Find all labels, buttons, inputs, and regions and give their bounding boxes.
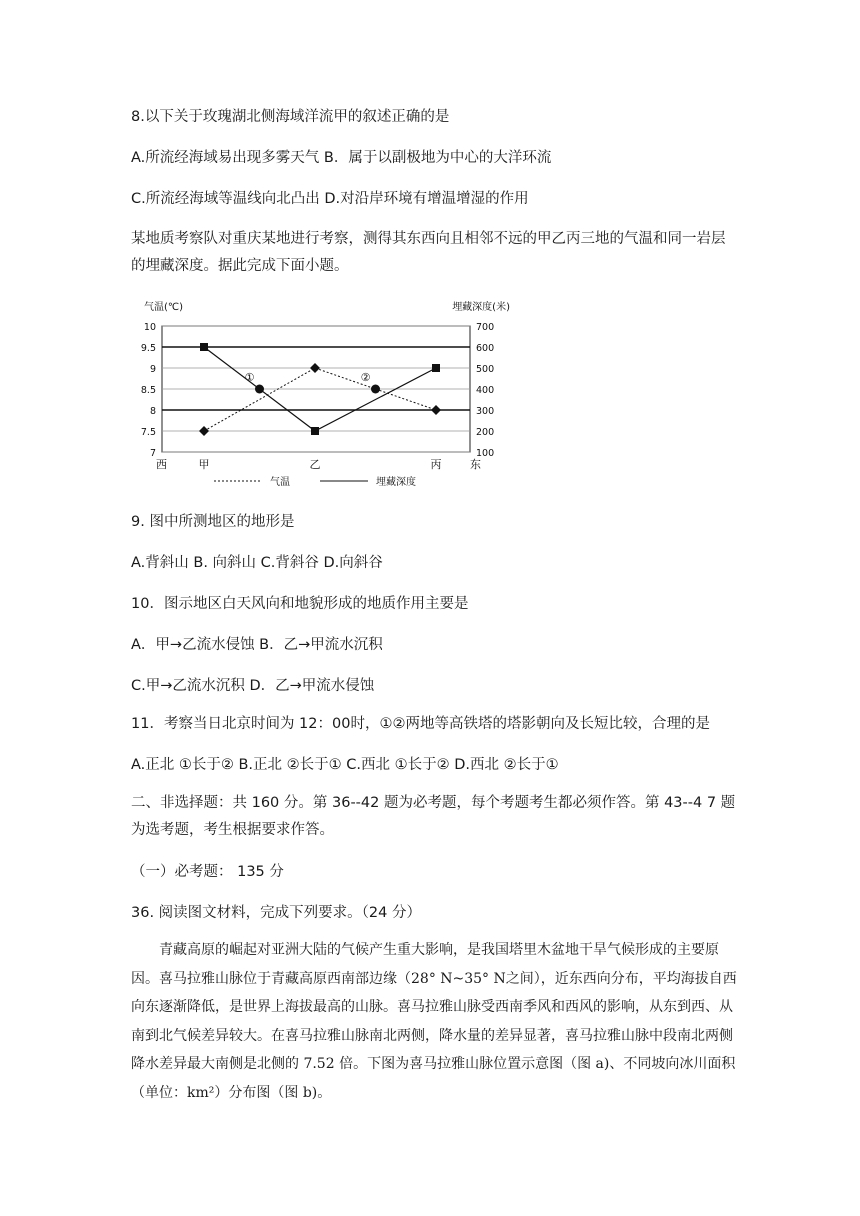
q10-stem: 10．图示地区白天风向和地貌形成的地质作用主要是 xyxy=(131,596,469,612)
y-right-tick-label: 400 xyxy=(476,385,495,396)
temperature-point xyxy=(431,405,441,415)
y-right-label: 埋藏深度(米) xyxy=(452,302,510,313)
q8-options-ab: A.所流经海域易出现多雾天气 B．属于以副极地为中心的大洋环流 xyxy=(131,150,552,166)
y-left-tick-label: 10 xyxy=(143,322,156,333)
x-category-label: 丙 xyxy=(430,458,442,471)
series-line-temperature xyxy=(204,368,436,431)
legend-label: 气温 xyxy=(270,477,290,488)
marked-point xyxy=(371,385,380,394)
temperature-depth-chart xyxy=(140,296,520,488)
y-left-tick-label: 7 xyxy=(149,448,156,459)
depth-point xyxy=(311,427,319,435)
q8-options-cd: C.所流经海域等温线向北凸出 D.对沿岸环境有增温增湿的作用 xyxy=(131,191,529,207)
temperature-point xyxy=(310,363,320,373)
y-right-tick-label: 100 xyxy=(476,448,495,459)
legend-label: 埋藏深度 xyxy=(376,477,416,488)
y-right-tick-label: 300 xyxy=(476,406,495,417)
point-label: ① xyxy=(244,371,255,384)
q9-options: A.背斜山 B. 向斜山 C.背斜谷 D.向斜谷 xyxy=(131,555,383,571)
q11-stem: 11．考察当日北京时间为 12：00时，①②两地等高铁塔的塔影朝向及长短比较，合理的是 xyxy=(131,716,710,732)
temperature-point xyxy=(199,426,209,436)
y-left-tick-label: 8 xyxy=(149,406,156,417)
y-right-tick-label: 600 xyxy=(476,343,495,354)
intro-paragraph: 某地质考察队对重庆某地进行考察，测得其东西向且相邻不远的甲乙丙三地的气温和同一岩层的埋藏深度。据此完成下面小题。 xyxy=(131,231,726,274)
q10-options-ab: A．甲→乙流水侵蚀 B．乙→甲流水沉积 xyxy=(131,637,383,653)
y-left-label: 气温(℃) xyxy=(144,302,184,313)
point-label: ② xyxy=(360,371,371,384)
section2-part1: （一）必考题： 135 分 xyxy=(131,864,284,880)
q9-stem: 9. 图中所测地区的地形是 xyxy=(131,514,295,530)
section2-heading: 二、非选择题：共 160 分。第 36--42 题为必考题，每个考题考生都必须作答。第 43--4 7 题为选考题，考生根据要求作答。 xyxy=(131,795,736,838)
y-right-tick-label: 700 xyxy=(476,322,495,333)
q8-stem: 8.以下关于玫瑰湖北侧海域洋流甲的叙述正确的是 xyxy=(131,109,450,125)
y-right-tick-label: 500 xyxy=(476,364,495,375)
y-right-tick-label: 200 xyxy=(476,427,495,438)
x-label-west: 西 xyxy=(156,458,167,471)
depth-point xyxy=(432,364,440,372)
q36-material: 青藏高原的崛起对亚洲大陆的气候产生重大影响，是我国塔里木盆地干旱气候形成的主要原因。喜马拉雅山脉位于青藏高原西南部边缘（28° N~35° N之间），近东西向分布，平均海拔自西向东逐渐降低，是世界上海拔最高的山脉。喜马拉雅山脉受西南季风和西风的影响，从东到西、从南到北气候差异较大。在喜马拉雅山脉南北两侧，降水量的差异显著，喜马拉雅山脉中段南北两侧降水差异最大南侧是北侧的 7.52 倍。下图为喜马拉雅山脉位置示意图（图 a)、不同坡向冰川面积（单位：km²）分布图（图 b)。 xyxy=(131,942,737,1101)
x-category-label: 甲 xyxy=(198,458,210,471)
y-left-tick-label: 9.5 xyxy=(140,343,156,354)
x-label-east: 东 xyxy=(470,458,481,471)
y-left-tick-label: 9 xyxy=(149,364,156,375)
y-left-tick-label: 7.5 xyxy=(140,427,156,438)
q10-options-cd: C.甲→乙流水沉积 D．乙→甲流水侵蚀 xyxy=(131,678,375,694)
q36-stem: 36. 阅读图文材料，完成下列要求。（24 分） xyxy=(131,905,421,921)
q11-options: A.正北 ①长于② B.正北 ②长于① C.西北 ①长于② D.西北 ②长于① xyxy=(131,757,559,773)
x-category-label: 乙 xyxy=(309,458,321,471)
depth-point xyxy=(200,343,208,351)
marked-point xyxy=(255,385,264,394)
y-left-tick-label: 8.5 xyxy=(140,385,156,396)
